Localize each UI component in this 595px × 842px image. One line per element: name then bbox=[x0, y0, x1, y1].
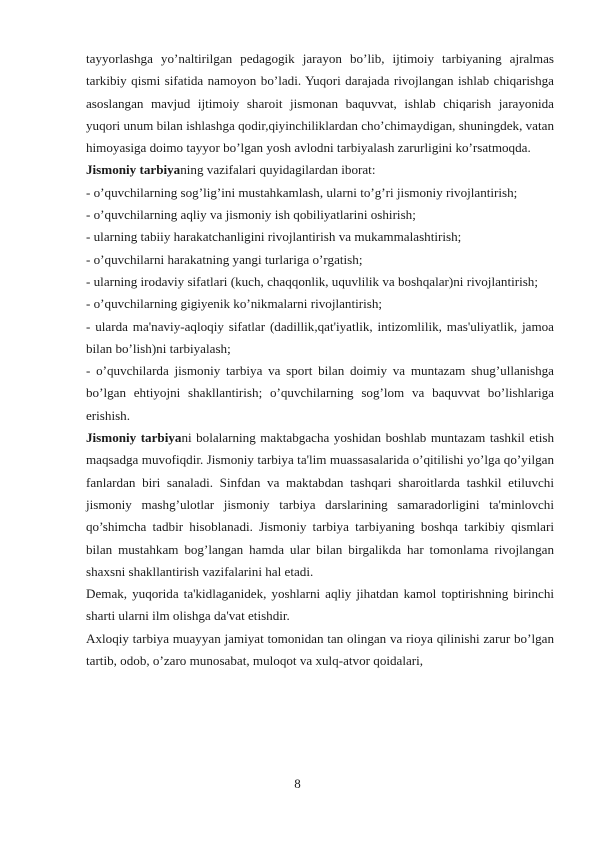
list-item: - o’quvchilarda jismoniy tarbiya va sport bilan doimiy va muntazam shug’ullanishga bo’lgan ehtiyojni shakllantirish; o’quvchilarning sog’lom va baquvvat bo’lishlariga erishish. bbox=[86, 363, 554, 423]
paragraph-intro: tayyorlashga yo’naltirilgan pedagogik jarayon bo’lib, ijtimoiy tarbiyaning ajralmas tarkibiy qismi sifatida namoyon bo’ladi. Yuqori darajada rivojlangan ishlab chiqarishga asoslangan mavjud ijtimoiy sharoit jismonan baquvvat, ishlab chiqarish jarayonida yuqori unum bilan ishlashga qodir,qiyinchiliklardan cho’chimaydigan, shuningdek, vatan himoyasiga doimo tayyor bo’lgan yosh avlodni tarbiyalash zarurligini ko’rsatmoqda. bbox=[86, 51, 554, 156]
bold-term: Jismoniy tarbiya bbox=[86, 430, 182, 446]
page-number: 8 bbox=[294, 776, 301, 791]
list-item: - o’quvchilarning aqliy va jismoniy ish qobiliyatlarini oshirish; bbox=[86, 207, 416, 223]
list-item: - ularda ma'naviy-aqloqiy sifatlar (dadillik,qat'iyatlik, intizomlilik, mas'uliyatlik, jamoa bilan bo’lish)ni tarbiyalash; bbox=[86, 318, 554, 356]
heading-rest: ning vazifalari quyidagilardan iborat: bbox=[180, 162, 376, 178]
list-item: - o’quvchilarning sog’lig’ini mustahkamlash, ularni to’g’ri jismoniy rivojlantirish; bbox=[86, 184, 518, 200]
document-page bbox=[86, 48, 554, 672]
paragraph-conclusion: Demak, yuqorida ta'kidlaganidek, yoshlarni aqliy jihatdan kamol toptirishning birinchi sharti ularni ilm olishga da'vat etishdir. bbox=[86, 586, 554, 624]
list-item: - o’quvchilarning gigiyenik ko’nikmalarni rivojlantirish; bbox=[86, 296, 383, 312]
paragraph-rest: ni bolalarning maktabgacha yoshidan boshlab muntazam tashkil etish maqsadga muvofiqdir. Jismoniy tarbiya ta'lim muassasalarida o’qitilishi yo’lga qo’yilgan fanlardan biri sanaladi. Sinfdan va maktabdan tashqari sharoitlarda tashkil etiluvchi jismoniy mashg’ulotlar jismoniy tarbiya darslarining samaradorligini ta'minlovchi qo’shimcha tadbir hisoblanadi. Jismoniy tarbiya tarbiyaning boshqa tarkibiy qismlari bilan mustahkam bog’langan hamda ular bilan birgalikda har tomonlama rivojlangan shaxsni shakllantirish vazifalarini hal etadi. bbox=[86, 430, 554, 579]
paragraph-tasks-heading bbox=[86, 159, 554, 181]
paragraph-moral-education: Axloqiy tarbiya muayyan jamiyat tomonidan tan olingan va rioya qilinishi zarur bo’lgan tartib, odob, o’zaro munosabat, muloqot va xulq-atvor qoidalari, bbox=[86, 630, 554, 669]
list-item: - ularning irodaviy sifatlari (kuch, chaqqonlik, uquvlilik va boshqalar)ni rivojlantirish; bbox=[86, 273, 538, 289]
bold-term: Jismoniy tarbiya bbox=[86, 162, 181, 178]
list-item: - o’quvchilarni harakatning yangi turlariga o’rgatish; bbox=[86, 251, 363, 267]
list-item: - ularning tabiiy harakatchanligini rivojlantirish va mukammalashtirish; bbox=[86, 229, 462, 245]
paragraph-physical-education bbox=[86, 427, 554, 583]
